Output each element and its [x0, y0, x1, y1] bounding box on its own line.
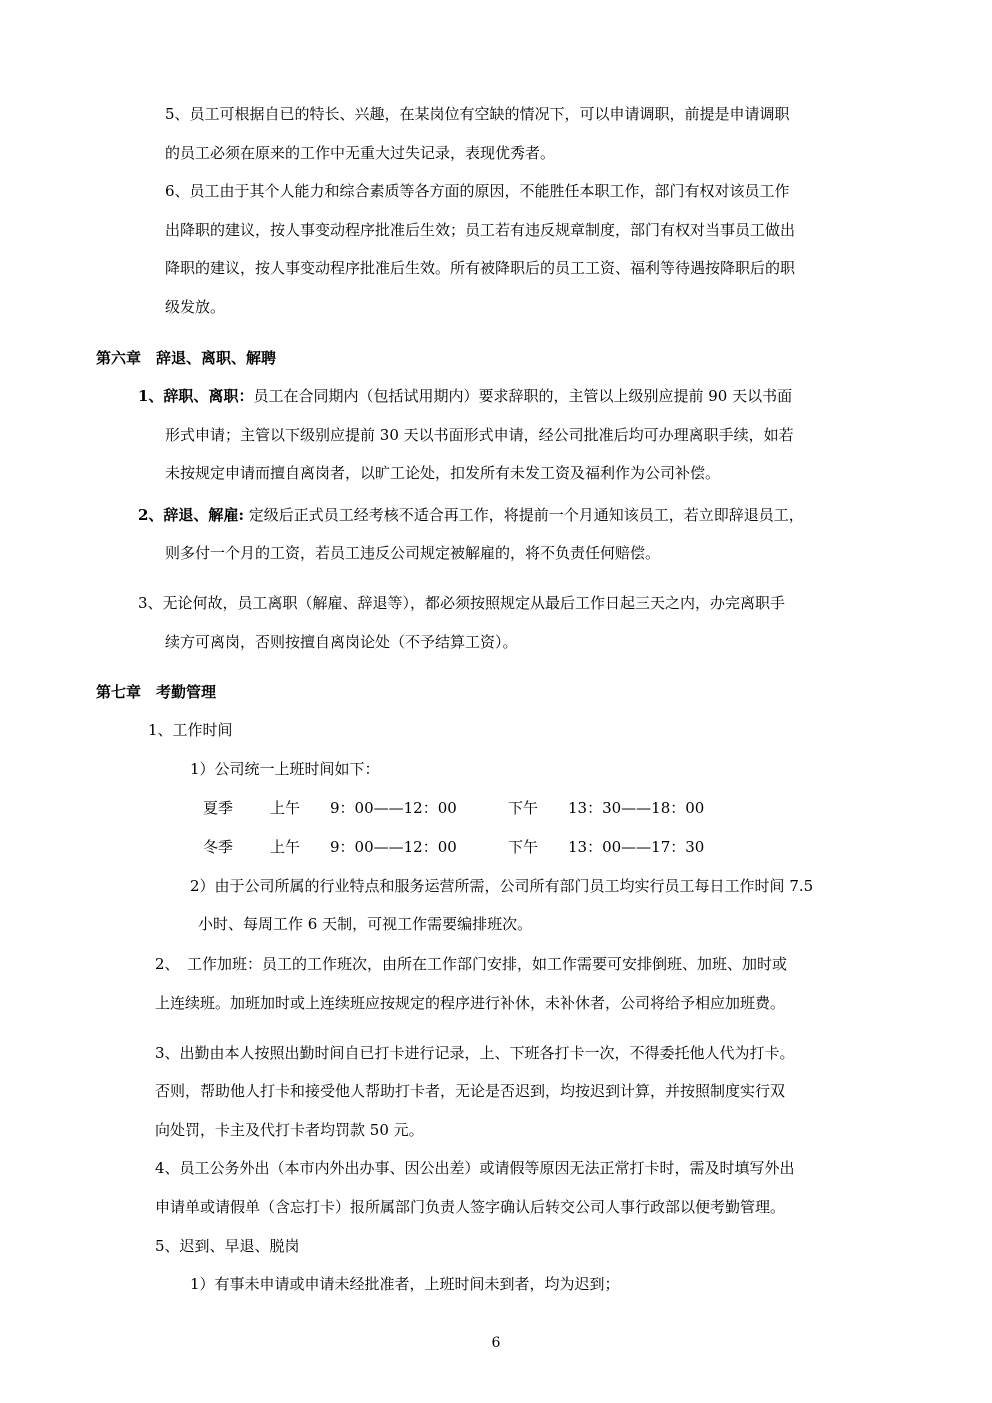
- chapter6-item1-line2: 形式申请；主管以下级别应提前 30 天以书面形式申请，经公司批准后均可办理离职手续，如若: [165, 426, 794, 444]
- winter-season: 冬季: [203, 838, 234, 856]
- chapter7-section4-line1: 4、员工公务外出（本市内外出办事、因公出差）或请假等原因无法正常打卡时，需及时填写外出: [155, 1159, 795, 1177]
- paragraph-item6-line1: 6、员工由于其个人能力和综合素质等各方面的原因，不能胜任本职工作，部门有权对该员工作: [165, 182, 790, 200]
- chapter6-item3-line2: 续方可离岗，否则按擅自离岗论处（不予结算工资）。: [165, 633, 518, 651]
- chapter7-section2-line1: 2、 工作加班：员工的工作班次，由所在工作部门安排，如工作需要可安排倒班、加班、加时或: [155, 955, 788, 973]
- summer-pm-label: 下午: [508, 799, 539, 817]
- chapter7-section1-sub2-line1: 2）由于公司所属的行业特点和服务运营所需，公司所有部门员工均实行员工每日工作时间 7.5: [190, 877, 814, 895]
- paragraph-item5-line2: 的员工必须在原来的工作中无重大过失记录，表现优秀者。: [165, 144, 556, 162]
- chapter6-item1-text: 员工在合同期内（包括试用期内）要求辞职的，主管以上级别应提前 90 天以书面: [253, 387, 793, 405]
- chapter6-title: 第六章 辞退、离职、解聘: [96, 349, 277, 367]
- winter-pm-label: 下午: [508, 838, 539, 856]
- chapter7-section5-sub1: 1）有事未申请或申请未经批准者，上班时间未到者，均为迟到；: [190, 1275, 620, 1293]
- chapter6-item3-line1: 3、无论何故，员工离职（解雇、辞退等），都必须按照规定从最后工作日起三天之内，办完离职手: [138, 594, 786, 612]
- chapter7-section5-heading: 5、迟到、早退、脱岗: [155, 1237, 300, 1255]
- winter-pm-time: 13：00——17：30: [568, 838, 705, 856]
- chapter7-title: 第七章 考勤管理: [96, 683, 217, 701]
- chapter7-section1-sub2-line2: 小时、每周工作 6 天制，可视工作需要编排班次。: [198, 915, 533, 933]
- summer-am-time: 9：00——12：00: [330, 799, 457, 817]
- paragraph-item6-line4: 级发放。: [165, 298, 226, 316]
- summer-season: 夏季: [203, 799, 234, 817]
- chapter6-item1-label: 1、辞职、离职：: [138, 387, 254, 405]
- paragraph-item5-line1: 5、员工可根据自已的特长、兴趣，在某岗位有空缺的情况下，可以申请调职，前提是申请调职: [165, 105, 790, 123]
- paragraph-item6-line3: 降职的建议，按人事变动程序批准后生效。所有被降职后的员工工资、福利等待遇按降职后的职: [165, 259, 796, 277]
- chapter6-item2-text: 定级后正式员工经考核不适合再工作，将提前一个月通知该员工，若立即辞退员工，: [243, 506, 804, 524]
- summer-am-label: 上午: [270, 799, 301, 817]
- chapter7-section3-line2: 否则，帮助他人打卡和接受他人帮助打卡者，无论是否迟到，均按迟到计算，并按照制度实行双: [155, 1082, 786, 1100]
- chapter7-section4-line2: 申请单或请假单（含忘打卡）报所属部门负责人签字确认后转交公司人事行政部以便考勤管理。: [155, 1198, 786, 1216]
- winter-am-time: 9：00——12：00: [330, 838, 457, 856]
- summer-pm-time: 13：30——18：00: [568, 799, 705, 817]
- chapter6-item2-line1: [138, 505, 804, 525]
- page-number: 6: [491, 1335, 501, 1351]
- winter-am-label: 上午: [270, 838, 301, 856]
- chapter6-item1-line1: [138, 386, 792, 406]
- chapter6-item1-line3: 未按规定申请而擅自离岗者，以旷工论处，扣发所有未发工资及福利作为公司补偿。: [165, 464, 721, 482]
- chapter7-section2-line2: 上连续班。加班加时或上连续班应按规定的程序进行补休，未补休者，公司将给予相应加班费。: [155, 994, 786, 1012]
- chapter6-item2-line2: 则多付一个月的工资，若员工违反公司规定被解雇的，将不负责任何赔偿。: [165, 544, 661, 562]
- chapter7-section3-line1: 3、出勤由本人按照出勤时间自已打卡进行记录，上、下班各打卡一次，不得委托他人代为打卡。: [155, 1044, 795, 1062]
- chapter6-item2-label: 2、辞退、解雇:: [138, 506, 244, 524]
- chapter7-section1-heading: 1、工作时间: [148, 721, 233, 739]
- chapter7-section3-line3: 向处罚，卡主及代打卡者均罚款 50 元。: [155, 1121, 424, 1139]
- chapter7-section1-sub1: 1）公司统一上班时间如下：: [190, 760, 380, 778]
- paragraph-item6-line2: 出降职的建议，按人事变动程序批准后生效；员工若有违反规章制度，部门有权对当事员工做出: [165, 221, 796, 239]
